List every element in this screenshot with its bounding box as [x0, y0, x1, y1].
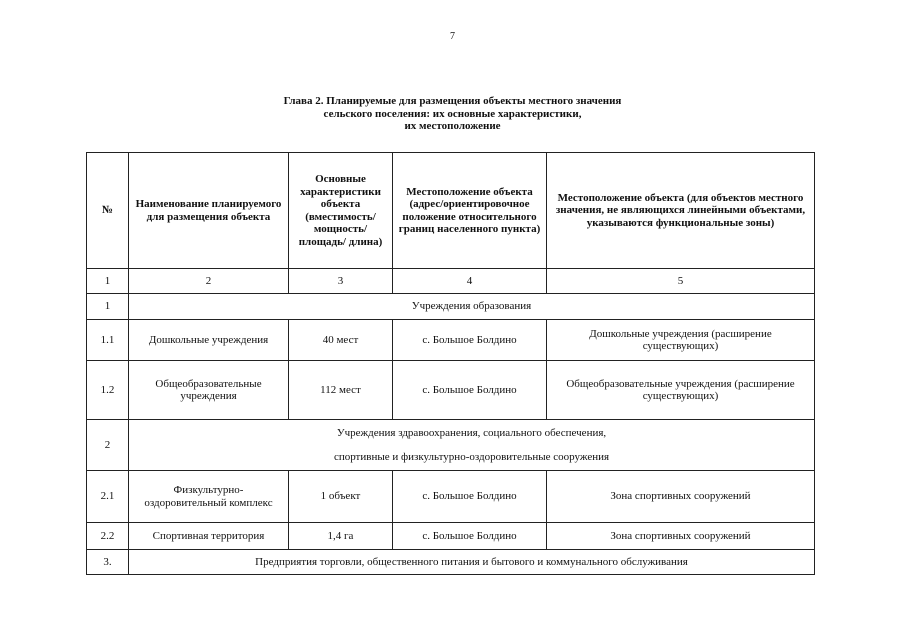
row-zone: Зона спортивных сооружений — [547, 471, 815, 523]
row-name: Дошкольные учреждения — [129, 320, 289, 361]
header-num: № — [87, 153, 129, 269]
planned-objects-table — [86, 152, 815, 575]
chapter-heading-line-1: Глава 2. Планируемые для размещения объекты местного значения — [283, 95, 622, 107]
header-characteristics: Основные характеристики объекта (вместимость/ мощность/ площадь/ длина) — [289, 153, 393, 269]
row-name: Физкультурно-оздоровительный комплекс — [129, 471, 289, 523]
chapter-heading-line-2: сельского поселения: их основные характеристики, — [323, 107, 582, 120]
section-title: Предприятия торговли, общественного питания и бытового и коммунального обслуживания — [129, 550, 815, 575]
section-num: 3. — [87, 550, 129, 575]
column-number-5: 5 — [547, 269, 815, 294]
row-location: с. Большое Болдино — [393, 320, 547, 361]
chapter-heading-line-3: их местоположение — [404, 120, 501, 132]
row-location: с. Большое Болдино — [393, 471, 547, 523]
column-number-1: 1 — [87, 269, 129, 294]
table-row — [87, 320, 815, 361]
section-num: 2 — [87, 420, 129, 471]
header-zone: Местоположение объекта (для объектов местного значения, не являющихся линейными объектами, указываются функциональные зоны) — [547, 153, 815, 269]
section-title: Учреждения образования — [129, 294, 815, 320]
row-num: 2.2 — [87, 523, 129, 550]
row-characteristics: 1 объект — [289, 471, 393, 523]
row-characteristics: 112 мест — [289, 361, 393, 420]
table-row — [87, 471, 815, 523]
section-num: 1 — [87, 294, 129, 320]
column-number-4: 4 — [393, 269, 547, 294]
table-row — [87, 523, 815, 550]
header-row — [87, 153, 815, 269]
row-characteristics: 1,4 га — [289, 523, 393, 550]
row-zone: Дошкольные учреждения (расширение существующих) — [547, 320, 815, 361]
row-name: Спортивная территория — [129, 523, 289, 550]
section-row-education — [87, 294, 815, 320]
row-num: 1.1 — [87, 320, 129, 361]
header-name: Наименование планируемого для размещения объекта — [129, 153, 289, 269]
row-zone: Общеобразовательные учреждения (расширение существующих) — [547, 361, 815, 420]
row-num: 2.1 — [87, 471, 129, 523]
column-number-row — [87, 269, 815, 294]
chapter-heading — [0, 95, 905, 133]
row-zone: Зона спортивных сооружений — [547, 523, 815, 550]
column-number-2: 2 — [129, 269, 289, 294]
page-number: 7 — [450, 31, 455, 42]
section-row-trade-services — [87, 550, 815, 575]
row-name: Общеобразовательные учреждения — [129, 361, 289, 420]
section-title-line-2: спортивные и физкультурно-оздоровительные сооружения — [333, 451, 610, 463]
section-row-health-sport — [87, 420, 815, 471]
row-characteristics: 40 мест — [289, 320, 393, 361]
row-location: с. Большое Болдино — [393, 361, 547, 420]
table-row — [87, 361, 815, 420]
row-location: с. Большое Болдино — [393, 523, 547, 550]
column-number-3: 3 — [289, 269, 393, 294]
section-title-line-1: Учреждения здравоохранения, социального обеспечения, — [336, 426, 607, 439]
section-title — [129, 420, 815, 471]
header-location: Местоположение объекта (адрес/ориентировочное положение относительного границ населенного пункта) — [393, 153, 547, 269]
row-num: 1.2 — [87, 361, 129, 420]
